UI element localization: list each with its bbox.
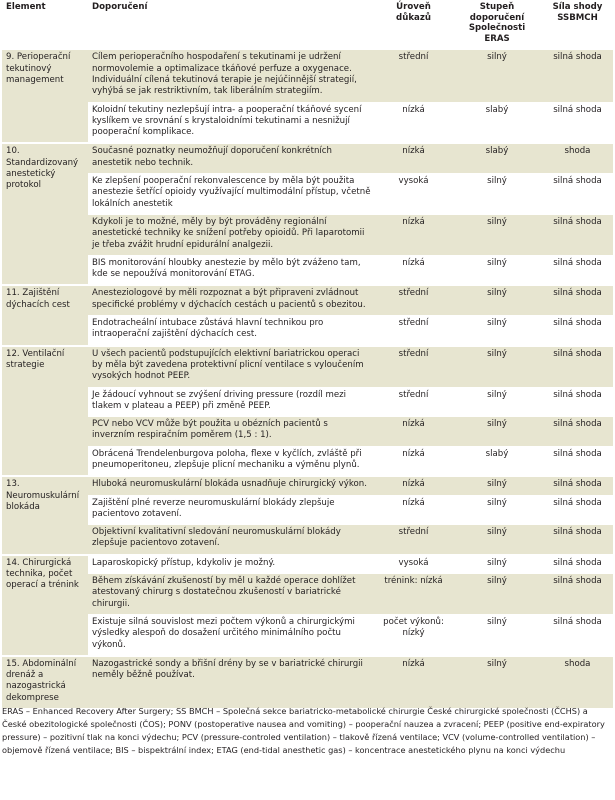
eras-grade-cell: silný xyxy=(487,389,507,400)
table-row xyxy=(2,574,613,615)
table-row xyxy=(2,555,613,574)
table-row xyxy=(2,525,613,555)
agreement-cell: silná shoda xyxy=(553,419,602,430)
agreement-cell: shoda xyxy=(564,146,591,157)
eras-grade-cell: silný xyxy=(487,176,507,187)
agreement-cell: silná shoda xyxy=(553,527,602,538)
table-row xyxy=(2,387,613,417)
recommendation-cell: Anesteziologové by měli rozpoznat a být připraveni zvládnout specifické problémy v dýchacích cestách u pacientů s obezitou. xyxy=(92,288,366,310)
agreement-cell: silná shoda xyxy=(553,497,602,508)
table-row xyxy=(2,316,613,346)
evidence-level-cell: nízká xyxy=(402,497,425,508)
evidence-level-cell: střední xyxy=(398,348,429,359)
table-row xyxy=(2,143,613,173)
recommendation-cell: BIS monitorování hloubky anestezie by mělo být zváženo tam, kde se nepoužívá monitorování ETAG. xyxy=(92,257,361,280)
evidence-level-cell: střední xyxy=(398,318,429,329)
agreement-cell: silná shoda xyxy=(553,52,602,63)
evidence-level-cell: vysoká xyxy=(398,176,429,187)
table-row xyxy=(2,285,613,315)
evidence-level-cell: nízká xyxy=(402,216,425,227)
recommendation-cell: Nazogastrické sondy a břišní drény by se v bariatrické chirurgii neměly běžně používat. xyxy=(92,658,363,681)
table-row xyxy=(2,417,613,447)
evidence-level-cell: nízká xyxy=(402,479,425,490)
evidence-level-cell: nízká xyxy=(402,448,425,459)
agreement-cell: silná shoda xyxy=(553,257,602,268)
table-row xyxy=(2,214,613,255)
eras-grade-cell: silný xyxy=(487,576,507,587)
eras-grade-cell: slabý xyxy=(485,448,509,459)
recommendation-cell: Endotracheální intubace zůstává hlavní technikou pro intraoperační zajištění dýchacích cest. xyxy=(92,318,324,340)
recommendation-cell: Laparoskopický přístup, kdykoliv je možný. xyxy=(92,557,276,568)
agreement-cell: silná shoda xyxy=(553,448,602,459)
eras-grade-cell: silný xyxy=(487,318,507,329)
recommendation-cell: Hluboká neuromuskulární blokáda usnadňuje chirurgický výkon. xyxy=(92,479,367,490)
element-cell: 14. Chirurgická technika, počet operací a trénink xyxy=(2,555,88,656)
evidence-level-cell: nízká xyxy=(402,257,425,268)
table-body xyxy=(2,50,613,708)
eras-grade-cell: silný xyxy=(487,348,507,359)
recommendation-cell: Objektivní kvalitativní sledování neuromuskulární blokády zlepšuje pacientovo zotavení. xyxy=(92,527,341,549)
header-evidence-level: Úroveň důkazů xyxy=(396,2,431,23)
eras-grade-cell: silný xyxy=(487,616,507,627)
header-eras-grade: Stupeň doporučení Společnosti ERAS xyxy=(468,2,526,44)
element-cell: 15. Abdominální drenáž a nazogastrická dekomprese xyxy=(2,656,88,708)
recommendation-cell: Je žádoucí vyhnout se zvýšení driving pressure (rozdíl mezi tlakem v plateau a PEEP) při změně PEEP. xyxy=(92,389,347,411)
eras-grade-cell: silný xyxy=(487,479,507,490)
evidence-level-cell: nízká xyxy=(402,419,425,430)
evidence-level-cell: vysoká xyxy=(398,557,429,568)
table-row xyxy=(2,495,613,525)
evidence-level-cell: nízká xyxy=(402,146,425,157)
eras-grade-cell: silný xyxy=(487,257,507,268)
eras-grade-cell: silný xyxy=(487,419,507,430)
agreement-cell: silná shoda xyxy=(553,389,602,400)
agreement-cell: silná shoda xyxy=(553,479,602,490)
eras-grade-cell: silný xyxy=(487,658,507,669)
table-row xyxy=(2,255,613,285)
header-ssbmch-agreement: Síla shody SSBMCH xyxy=(552,2,603,23)
element-cell: 9. Perioperační tekutinový management xyxy=(2,50,88,144)
evidence-level-cell: nízká xyxy=(402,104,425,115)
agreement-cell: silná shoda xyxy=(553,557,602,568)
evidence-level-cell: střední xyxy=(398,52,429,63)
table-row xyxy=(2,346,613,387)
element-cell: 13. Neuromuskulární blokáda xyxy=(2,476,88,554)
agreement-cell: silná shoda xyxy=(553,176,602,187)
recommendation-cell: U všech pacientů podstupujících elektivní bariatrickou operaci by měla být zavedena protektivní plicní ventilace s vyloučením vysokých hodnot PEEP. xyxy=(92,348,364,382)
header-recommendation: Doporučení xyxy=(92,2,148,12)
agreement-cell: silná shoda xyxy=(553,348,602,359)
table-row xyxy=(2,446,613,476)
recommendation-cell: Během získávání zkušeností by měl u každé operace dohlížet atestovaný chirurg s dostatečnou zkušeností v bariatrické chirurgii. xyxy=(92,576,356,609)
table-row xyxy=(2,476,613,495)
evidence-level-cell: střední xyxy=(398,389,429,400)
eras-grade-cell: silný xyxy=(487,527,507,538)
eras-grade-cell: silný xyxy=(487,52,507,63)
recommendation-cell: Existuje silná souvislost mezi počtem výkonů a chirurgickými výsledky alespoň do dosažení určitého minimálního počtu výkonů. xyxy=(92,616,355,650)
recommendation-cell: Současné poznatky neumožňují doporučení konkrétních anestetik nebo technik. xyxy=(92,146,332,168)
element-cell: 12. Ventilační strategie xyxy=(2,346,88,477)
table-row xyxy=(2,614,613,655)
eras-grade-cell: silný xyxy=(487,497,507,508)
recommendations-table xyxy=(2,0,613,708)
element-cell: 11. Zajištění dýchacích cest xyxy=(2,285,88,345)
recommendation-cell: Zajištění plné reverze neuromuskulární blokády zlepšuje pacientovo zotavení. xyxy=(92,497,335,519)
eras-grade-cell: silný xyxy=(487,216,507,227)
header-element: Element xyxy=(6,2,46,12)
recommendation-cell: Cílem perioperačního hospodaření s tekutinami je udržení normovolemie a optimalizace tkáňové perfuze a oxygenace. Individuální cílená tekutinová terapie je nejúčinnější strategií, vyhýbá se jak restriktivním, tak liberálním strategiím. xyxy=(92,52,357,97)
evidence-level-cell: počet výkonů: nízký xyxy=(383,616,444,639)
table-row xyxy=(2,656,613,708)
agreement-cell: silná shoda xyxy=(553,616,602,627)
element-cell: 10. Standardizovaný anestetický protokol xyxy=(2,143,88,285)
agreement-cell: silná shoda xyxy=(553,576,602,587)
eras-grade-cell: silný xyxy=(487,288,507,299)
eras-grade-cell: slabý xyxy=(485,104,509,115)
table-footnote: ERAS – Enhanced Recovery After Surgery; SS BMCH – Společná sekce bariatricko-metabolické chirurgie České chirurgické společnosti (ČCHS) a České obezitologické společnosti (ČOS); PONV (postoperative nausea and vomiting) – pooperační nauzea a zvracení; PEEP (positive end-expiratory pressure) – pozitivní tlak na konci výdechu; PCV (pressure-controled ventilation) – tlakově řízená ventilace; VCV (volume-controlled ventilation) – objemově řízená ventilace; BIS – bispektrální index; ETAG (end-tidal anesthetic gas) – koncentrace anestetického plynu na konci výdechu xyxy=(2,706,605,755)
agreement-cell: silná shoda xyxy=(553,318,602,329)
eras-grade-cell: slabý xyxy=(485,146,509,157)
table-row xyxy=(2,50,613,102)
table-header xyxy=(2,0,613,50)
agreement-cell: silná shoda xyxy=(553,104,602,115)
evidence-level-cell: nízká xyxy=(402,658,425,669)
evidence-level-cell: trénink: nízká xyxy=(384,576,443,587)
recommendation-cell: Kdykoli je to možné, měly by být prováděny regionální anestetické techniky ke snížení potřeby opioidů. Při laparotomii je třeba zvážit hrudní epidurální analgezii. xyxy=(92,216,365,250)
recommendation-cell: Ke zlepšení pooperační rekonvalescence by měla být použita anestezie šetřící opioidy využívající multimodální přístup, včetně lokálních anestetik xyxy=(92,176,371,209)
recommendation-cell: Koloidní tekutiny nezlepšují intra- a pooperační tkáňové sycení kyslíkem ve srovnání s krystaloidními tekutinami a nesnižují pooperační komplikace. xyxy=(92,104,362,138)
eras-grade-cell: silný xyxy=(487,557,507,568)
recommendation-cell: PCV nebo VCV může být použita u obézních pacientů s inverzním respiračním poměrem (1,5 : 1). xyxy=(92,419,328,441)
table-row xyxy=(2,174,613,215)
evidence-level-cell: střední xyxy=(398,288,429,299)
agreement-cell: silná shoda xyxy=(553,288,602,299)
evidence-level-cell: střední xyxy=(398,527,429,538)
agreement-cell: shoda xyxy=(564,658,591,669)
agreement-cell: silná shoda xyxy=(553,216,602,227)
table-row xyxy=(2,102,613,143)
recommendation-cell: Obrácená Trendelenburgova poloha, flexe v kyčlích, zvláště při pneumoperitoneu, zlepšuje plicní mechaniku a výměnu plynů. xyxy=(92,448,362,470)
